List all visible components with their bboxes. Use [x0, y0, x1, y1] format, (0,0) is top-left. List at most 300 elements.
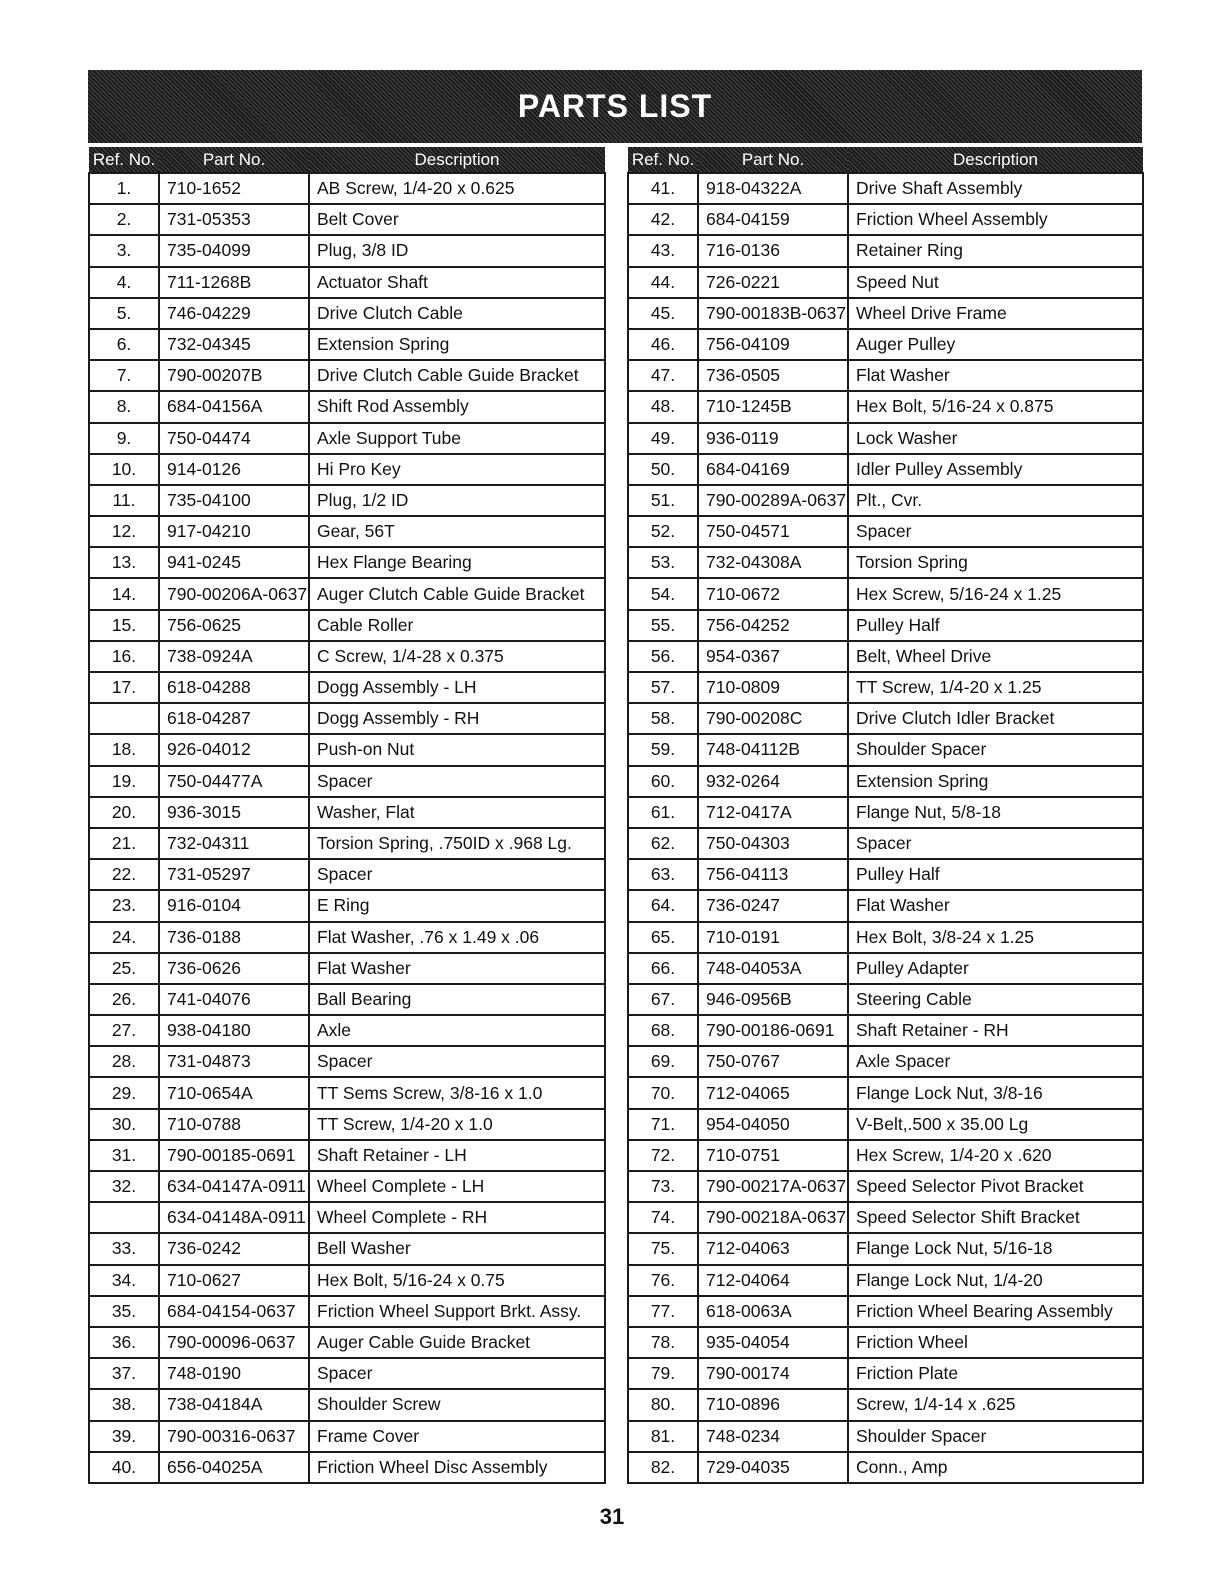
part-no-header: Part No. [698, 147, 848, 173]
table-row [628, 485, 1143, 516]
description-cell: Drive Clutch Cable [309, 298, 605, 329]
part-no-cell: 790-00217A-0637 [698, 1171, 848, 1202]
table-row [89, 641, 605, 672]
table-row [628, 235, 1143, 266]
part-no-cell: 712-04064 [698, 1265, 848, 1296]
table-row [628, 204, 1143, 235]
ref-no-cell: 63. [628, 859, 698, 890]
part-no-cell: 917-04210 [159, 516, 309, 547]
table-row [89, 1265, 605, 1296]
part-no-cell: 732-04308A [698, 547, 848, 578]
part-no-cell: 748-04053A [698, 953, 848, 984]
description-cell: Speed Selector Pivot Bracket [848, 1171, 1143, 1202]
ref-no-cell: 10. [89, 454, 159, 485]
part-no-header: Part No. [159, 147, 309, 173]
ref-no-cell: 75. [628, 1233, 698, 1264]
part-no-cell: 918-04322A [698, 173, 848, 204]
description-header: Description [309, 147, 605, 173]
description-cell: Wheel Drive Frame [848, 298, 1143, 329]
table-row [628, 1421, 1143, 1452]
part-no-cell: 634-04148A-0911 [159, 1202, 309, 1233]
description-cell: Hex Screw, 5/16-24 x 1.25 [848, 578, 1143, 609]
ref-no-cell: 19. [89, 766, 159, 797]
table-row [628, 578, 1143, 609]
description-cell: Spacer [309, 859, 605, 890]
ref-no-cell: 56. [628, 641, 698, 672]
table-row [89, 703, 605, 734]
description-cell: Flange Lock Nut, 3/8-16 [848, 1077, 1143, 1108]
ref-no-cell: 29. [89, 1077, 159, 1108]
part-no-cell: 748-0234 [698, 1421, 848, 1452]
table-row [89, 485, 605, 516]
ref-no-cell: 74. [628, 1202, 698, 1233]
ref-no-cell: 22. [89, 859, 159, 890]
description-cell: Axle [309, 1015, 605, 1046]
ref-no-cell: 70. [628, 1077, 698, 1108]
table-row [89, 1171, 605, 1202]
table-row [89, 1233, 605, 1264]
part-no-cell: 712-0417A [698, 797, 848, 828]
table-row [89, 1452, 605, 1483]
part-no-cell: 710-1652 [159, 173, 309, 204]
ref-no-cell: 20. [89, 797, 159, 828]
part-no-cell: 716-0136 [698, 235, 848, 266]
ref-no-cell: 25. [89, 953, 159, 984]
description-cell: Shoulder Screw [309, 1389, 605, 1420]
table-row [628, 922, 1143, 953]
description-cell: Friction Wheel Assembly [848, 204, 1143, 235]
description-cell: Flat Washer [848, 360, 1143, 391]
table-row [628, 766, 1143, 797]
ref-no-cell: 72. [628, 1140, 698, 1171]
table-row [89, 890, 605, 921]
ref-no-cell: 59. [628, 734, 698, 765]
ref-no-cell: 27. [89, 1015, 159, 1046]
part-no-cell: 736-0505 [698, 360, 848, 391]
description-cell: Pulley Adapter [848, 953, 1143, 984]
table-row [89, 454, 605, 485]
ref-no-cell: 51. [628, 485, 698, 516]
part-no-cell: 790-00316-0637 [159, 1421, 309, 1452]
ref-no-cell: 5. [89, 298, 159, 329]
description-cell: Spacer [848, 828, 1143, 859]
part-no-cell: 684-04169 [698, 454, 848, 485]
ref-no-cell: 77. [628, 1296, 698, 1327]
part-no-cell: 710-0627 [159, 1265, 309, 1296]
description-cell: Speed Nut [848, 267, 1143, 298]
description-cell: Wheel Complete - LH [309, 1171, 605, 1202]
part-no-cell: 741-04076 [159, 984, 309, 1015]
ref-no-cell: 57. [628, 672, 698, 703]
ref-no-cell: 39. [89, 1421, 159, 1452]
table-row [89, 1327, 605, 1358]
parts-list-banner [88, 70, 1142, 143]
part-no-cell: 790-00208C [698, 703, 848, 734]
table-header-row [89, 147, 605, 173]
part-no-cell: 790-00289A-0637 [698, 485, 848, 516]
ref-no-cell: 12. [89, 516, 159, 547]
description-cell: Drive Clutch Cable Guide Bracket [309, 360, 605, 391]
part-no-cell: 726-0221 [698, 267, 848, 298]
description-cell: Gear, 56T [309, 516, 605, 547]
table-row [628, 1202, 1143, 1233]
ref-no-cell: 50. [628, 454, 698, 485]
ref-no-cell: 26. [89, 984, 159, 1015]
ref-no-cell: 9. [89, 423, 159, 454]
description-cell: Ball Bearing [309, 984, 605, 1015]
description-cell: Pulley Half [848, 859, 1143, 890]
part-no-cell: 750-04474 [159, 423, 309, 454]
ref-no-cell: 7. [89, 360, 159, 391]
description-cell: Plt., Cvr. [848, 485, 1143, 516]
ref-no-cell [89, 703, 159, 734]
description-cell: Flat Washer [848, 890, 1143, 921]
table-row [628, 423, 1143, 454]
table-row [89, 1077, 605, 1108]
ref-no-cell [89, 1202, 159, 1233]
part-no-cell: 732-04311 [159, 828, 309, 859]
table-row [628, 1452, 1143, 1483]
table-row [89, 173, 605, 204]
part-no-cell: 756-04113 [698, 859, 848, 890]
part-no-cell: 710-0654A [159, 1077, 309, 1108]
description-cell: Axle Spacer [848, 1046, 1143, 1077]
table-row [89, 360, 605, 391]
description-cell: Spacer [309, 1358, 605, 1389]
part-no-cell: 634-04147A-0911 [159, 1171, 309, 1202]
ref-no-cell: 18. [89, 734, 159, 765]
description-cell: Plug, 1/2 ID [309, 485, 605, 516]
part-no-cell: 735-04100 [159, 485, 309, 516]
ref-no-cell: 79. [628, 1358, 698, 1389]
ref-no-cell: 62. [628, 828, 698, 859]
part-no-cell: 790-00186-0691 [698, 1015, 848, 1046]
part-no-cell: 746-04229 [159, 298, 309, 329]
part-no-cell: 618-04288 [159, 672, 309, 703]
description-cell: Friction Wheel Disc Assembly [309, 1452, 605, 1483]
table-row [89, 391, 605, 422]
description-cell: Speed Selector Shift Bracket [848, 1202, 1143, 1233]
ref-no-cell: 54. [628, 578, 698, 609]
ref-no-cell: 31. [89, 1140, 159, 1171]
ref-no-cell: 52. [628, 516, 698, 547]
description-cell: Hex Bolt, 3/8-24 x 1.25 [848, 922, 1143, 953]
table-row [628, 734, 1143, 765]
table-row [89, 734, 605, 765]
part-no-cell: 790-00207B [159, 360, 309, 391]
part-no-cell: 738-04184A [159, 1389, 309, 1420]
table-row [628, 1233, 1143, 1264]
parts-table-left [88, 147, 606, 1484]
table-row [89, 1140, 605, 1171]
description-cell: Hex Flange Bearing [309, 547, 605, 578]
description-cell: Cable Roller [309, 610, 605, 641]
description-cell: Friction Wheel [848, 1327, 1143, 1358]
description-cell: Drive Clutch Idler Bracket [848, 703, 1143, 734]
part-no-cell: 916-0104 [159, 890, 309, 921]
parts-table-right [627, 147, 1144, 1484]
description-cell: Hi Pro Key [309, 454, 605, 485]
part-no-cell: 736-0188 [159, 922, 309, 953]
table-row [628, 1296, 1143, 1327]
ref-no-cell: 65. [628, 922, 698, 953]
part-no-cell: 926-04012 [159, 734, 309, 765]
table-row [89, 267, 605, 298]
ref-no-cell: 58. [628, 703, 698, 734]
description-cell: Flange Lock Nut, 1/4-20 [848, 1265, 1143, 1296]
description-cell: Flat Washer, .76 x 1.49 x .06 [309, 922, 605, 953]
description-cell: C Screw, 1/4-28 x 0.375 [309, 641, 605, 672]
description-cell: Torsion Spring [848, 547, 1143, 578]
table-row [628, 1327, 1143, 1358]
ref-no-cell: 46. [628, 329, 698, 360]
table-row [89, 547, 605, 578]
description-cell: Flat Washer [309, 953, 605, 984]
ref-no-cell: 73. [628, 1171, 698, 1202]
table-row [89, 423, 605, 454]
ref-no-cell: 43. [628, 235, 698, 266]
ref-no-cell: 37. [89, 1358, 159, 1389]
description-cell: Idler Pulley Assembly [848, 454, 1143, 485]
table-row [628, 329, 1143, 360]
table-row [89, 329, 605, 360]
ref-no-cell: 49. [628, 423, 698, 454]
part-no-cell: 941-0245 [159, 547, 309, 578]
part-no-cell: 748-04112B [698, 734, 848, 765]
part-no-cell: 618-04287 [159, 703, 309, 734]
part-no-cell: 946-0956B [698, 984, 848, 1015]
part-no-cell: 618-0063A [698, 1296, 848, 1327]
description-cell: Spacer [309, 766, 605, 797]
ref-no-cell: 76. [628, 1265, 698, 1296]
ref-no-cell: 3. [89, 235, 159, 266]
description-cell: Torsion Spring, .750ID x .968 Lg. [309, 828, 605, 859]
ref-no-cell: 53. [628, 547, 698, 578]
table-row [628, 1109, 1143, 1140]
table-row [89, 766, 605, 797]
description-cell: Friction Wheel Support Brkt. Assy. [309, 1296, 605, 1327]
ref-no-cell: 1. [89, 173, 159, 204]
part-no-cell: 790-00174 [698, 1358, 848, 1389]
table-row [628, 391, 1143, 422]
ref-no-cell: 13. [89, 547, 159, 578]
description-cell: Frame Cover [309, 1421, 605, 1452]
part-no-cell: 710-0896 [698, 1389, 848, 1420]
ref-no-cell: 8. [89, 391, 159, 422]
part-no-cell: 711-1268B [159, 267, 309, 298]
description-cell: Flange Nut, 5/8-18 [848, 797, 1143, 828]
description-cell: Shift Rod Assembly [309, 391, 605, 422]
ref-no-cell: 44. [628, 267, 698, 298]
ref-no-cell: 35. [89, 1296, 159, 1327]
table-row [89, 516, 605, 547]
part-no-cell: 750-0767 [698, 1046, 848, 1077]
description-cell: Friction Wheel Bearing Assembly [848, 1296, 1143, 1327]
table-row [89, 1202, 605, 1233]
ref-no-cell: 21. [89, 828, 159, 859]
ref-no-cell: 34. [89, 1265, 159, 1296]
table-row [89, 204, 605, 235]
part-no-cell: 756-0625 [159, 610, 309, 641]
part-no-cell: 684-04159 [698, 204, 848, 235]
part-no-cell: 750-04477A [159, 766, 309, 797]
part-no-cell: 712-04063 [698, 1233, 848, 1264]
description-cell: Dogg Assembly - RH [309, 703, 605, 734]
part-no-cell: 731-05297 [159, 859, 309, 890]
description-cell: Wheel Complete - RH [309, 1202, 605, 1233]
ref-no-cell: 17. [89, 672, 159, 703]
table-row [628, 1046, 1143, 1077]
description-cell: Drive Shaft Assembly [848, 173, 1143, 204]
ref-no-cell: 24. [89, 922, 159, 953]
table-row [89, 828, 605, 859]
table-row [89, 298, 605, 329]
part-no-cell: 756-04252 [698, 610, 848, 641]
table-row [89, 578, 605, 609]
description-cell: Axle Support Tube [309, 423, 605, 454]
part-no-cell: 736-0247 [698, 890, 848, 921]
ref-no-cell: 48. [628, 391, 698, 422]
table-row [89, 1015, 605, 1046]
part-no-cell: 710-0788 [159, 1109, 309, 1140]
part-no-cell: 790-00185-0691 [159, 1140, 309, 1171]
description-cell: Belt, Wheel Drive [848, 641, 1143, 672]
table-row [628, 953, 1143, 984]
description-cell: Bell Washer [309, 1233, 605, 1264]
description-cell: Auger Cable Guide Bracket [309, 1327, 605, 1358]
table-row [628, 516, 1143, 547]
table-row [628, 1171, 1143, 1202]
description-cell: E Ring [309, 890, 605, 921]
part-no-cell: 736-0242 [159, 1233, 309, 1264]
part-no-cell: 710-1245B [698, 391, 848, 422]
description-cell: Dogg Assembly - LH [309, 672, 605, 703]
table-row [89, 984, 605, 1015]
part-no-cell: 735-04099 [159, 235, 309, 266]
ref-no-cell: 32. [89, 1171, 159, 1202]
ref-no-cell: 45. [628, 298, 698, 329]
part-no-cell: 935-04054 [698, 1327, 848, 1358]
part-no-cell: 710-0751 [698, 1140, 848, 1171]
description-cell: AB Screw, 1/4-20 x 0.625 [309, 173, 605, 204]
table-row [628, 454, 1143, 485]
description-cell: Extension Spring [309, 329, 605, 360]
description-cell: Washer, Flat [309, 797, 605, 828]
table-row [628, 1015, 1143, 1046]
ref-no-cell: 30. [89, 1109, 159, 1140]
table-row [628, 641, 1143, 672]
ref-no-cell: 11. [89, 485, 159, 516]
table-header-row [628, 147, 1143, 173]
ref-no-cell: 66. [628, 953, 698, 984]
part-no-cell: 936-3015 [159, 797, 309, 828]
table-row [628, 703, 1143, 734]
description-cell: Shoulder Spacer [848, 734, 1143, 765]
description-header: Description [848, 147, 1143, 173]
table-row [89, 1421, 605, 1452]
part-no-cell: 710-0191 [698, 922, 848, 953]
description-cell: Auger Pulley [848, 329, 1143, 360]
part-no-cell: 914-0126 [159, 454, 309, 485]
table-row [89, 953, 605, 984]
ref-no-cell: 80. [628, 1389, 698, 1420]
table-row [628, 298, 1143, 329]
description-cell: Hex Screw, 1/4-20 x .620 [848, 1140, 1143, 1171]
ref-no-cell: 60. [628, 766, 698, 797]
ref-no-cell: 69. [628, 1046, 698, 1077]
description-cell: Auger Clutch Cable Guide Bracket [309, 578, 605, 609]
ref-no-cell: 6. [89, 329, 159, 360]
ref-no-cell: 67. [628, 984, 698, 1015]
ref-no-cell: 61. [628, 797, 698, 828]
part-no-cell: 790-00218A-0637 [698, 1202, 848, 1233]
description-cell: Screw, 1/4-14 x .625 [848, 1389, 1143, 1420]
part-no-cell: 729-04035 [698, 1452, 848, 1483]
part-no-cell: 954-04050 [698, 1109, 848, 1140]
ref-no-cell: 47. [628, 360, 698, 391]
table-row [89, 922, 605, 953]
table-row [628, 672, 1143, 703]
part-no-cell: 936-0119 [698, 423, 848, 454]
part-no-cell: 790-00206A-0637 [159, 578, 309, 609]
table-row [89, 797, 605, 828]
ref-no-cell: 71. [628, 1109, 698, 1140]
table-row [628, 1140, 1143, 1171]
part-no-cell: 938-04180 [159, 1015, 309, 1046]
table-row [628, 267, 1143, 298]
ref-no-cell: 23. [89, 890, 159, 921]
part-no-cell: 750-04571 [698, 516, 848, 547]
part-no-cell: 790-00183B-0637 [698, 298, 848, 329]
table-row [628, 984, 1143, 1015]
table-row [89, 1109, 605, 1140]
description-cell: Extension Spring [848, 766, 1143, 797]
part-no-cell: 790-00096-0637 [159, 1327, 309, 1358]
description-cell: Pulley Half [848, 610, 1143, 641]
ref-no-cell: 64. [628, 890, 698, 921]
description-cell: Shoulder Spacer [848, 1421, 1143, 1452]
description-cell: TT Sems Screw, 3/8-16 x 1.0 [309, 1077, 605, 1108]
table-row [628, 1389, 1143, 1420]
part-no-cell: 932-0264 [698, 766, 848, 797]
table-row [628, 797, 1143, 828]
description-cell: Belt Cover [309, 204, 605, 235]
table-row [628, 1265, 1143, 1296]
ref-no-cell: 14. [89, 578, 159, 609]
table-row [89, 235, 605, 266]
ref-no-cell: 36. [89, 1327, 159, 1358]
description-cell: Conn., Amp [848, 1452, 1143, 1483]
table-row [628, 547, 1143, 578]
part-no-cell: 731-05353 [159, 204, 309, 235]
ref-no-cell: 81. [628, 1421, 698, 1452]
ref-no-cell: 68. [628, 1015, 698, 1046]
part-no-cell: 656-04025A [159, 1452, 309, 1483]
description-cell: Spacer [309, 1046, 605, 1077]
table-row [628, 859, 1143, 890]
ref-no-cell: 82. [628, 1452, 698, 1483]
part-no-cell: 684-04156A [159, 391, 309, 422]
part-no-cell: 710-0672 [698, 578, 848, 609]
description-cell: TT Screw, 1/4-20 x 1.0 [309, 1109, 605, 1140]
description-cell: Plug, 3/8 ID [309, 235, 605, 266]
table-row [628, 1358, 1143, 1389]
description-cell: Hex Bolt, 5/16-24 x 0.75 [309, 1265, 605, 1296]
description-cell: TT Screw, 1/4-20 x 1.25 [848, 672, 1143, 703]
part-no-cell: 684-04154-0637 [159, 1296, 309, 1327]
ref-no-cell: 16. [89, 641, 159, 672]
description-cell: Push-on Nut [309, 734, 605, 765]
